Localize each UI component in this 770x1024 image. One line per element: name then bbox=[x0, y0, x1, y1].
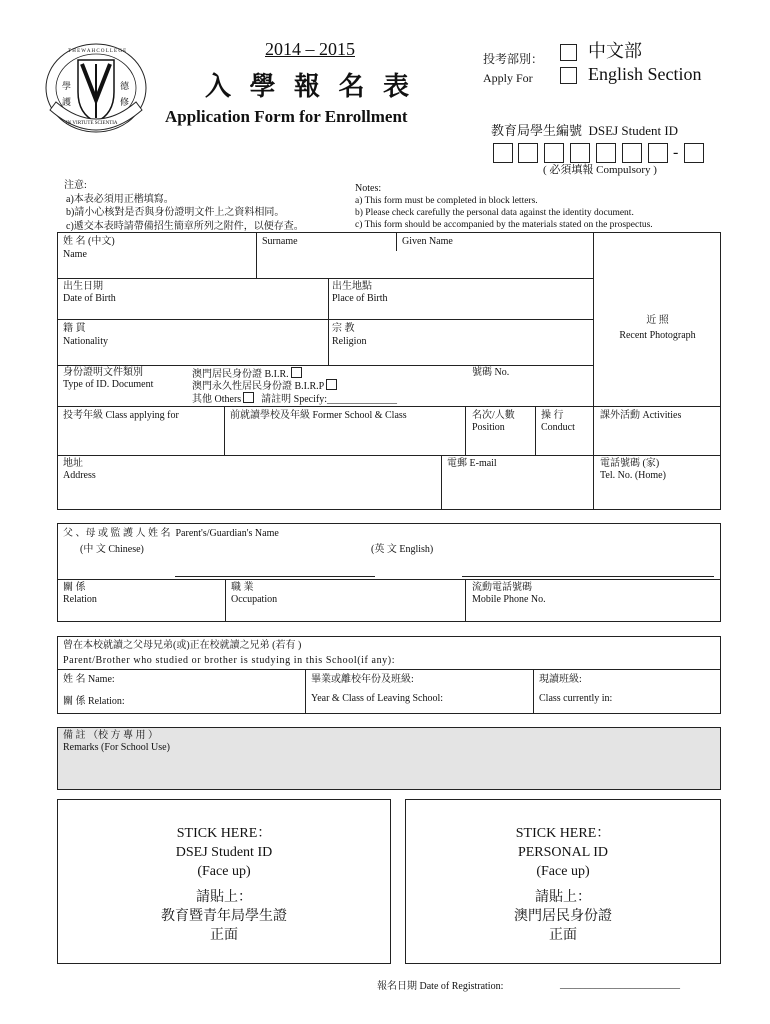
registration-date-line[interactable]: ________________________ bbox=[560, 979, 680, 990]
mobile-label-zh: 流動電話號碼 bbox=[472, 582, 532, 593]
notes-en-title: Notes: bbox=[355, 183, 382, 194]
dsej-id-digit-7[interactable] bbox=[648, 143, 668, 163]
dsej-id-label-en: DSEJ Student ID bbox=[588, 123, 679, 138]
activities-label: 課外活動 Activities bbox=[600, 410, 682, 421]
religion-label-en: Religion bbox=[332, 336, 367, 347]
remarks-title-zh: 備 註 （校 方 專 用 ） bbox=[63, 730, 158, 741]
religion-label-zh: 宗 教 bbox=[332, 323, 355, 334]
surname-label: Surname bbox=[262, 236, 298, 247]
notes-zh-b: b)請小心核對是否與身份證明文件上之資料相同。 bbox=[66, 207, 285, 218]
photo-label-en: Recent Photograph bbox=[619, 330, 696, 341]
id-number-label: 號碼 No. bbox=[472, 367, 510, 378]
english-section-checkbox[interactable] bbox=[560, 67, 577, 84]
notes-zh-c: c)遞交本表時請帶備招生簡章所列之附件，以便存查。 bbox=[66, 221, 304, 232]
relation-label-zh: 關 係 bbox=[63, 582, 86, 593]
crest-top-text: T H E W A H C O L L E G E bbox=[68, 49, 127, 54]
remarks-title-en: Remarks (For School Use) bbox=[63, 742, 170, 753]
dsej-id-digit-5[interactable] bbox=[596, 143, 616, 163]
stick-right-l1: STICK HERE： bbox=[515, 826, 611, 841]
notes-en-b: b) Please check carefully the personal data against the identity document. bbox=[355, 208, 634, 218]
parent-title-en: Parent's/Guardian's Name bbox=[175, 528, 279, 539]
stick-right-l4: 請貼上： bbox=[535, 890, 591, 905]
occupation-label-zh: 職 業 bbox=[231, 582, 254, 593]
dsej-id-digit-2[interactable] bbox=[518, 143, 538, 163]
id-others-checkbox[interactable] bbox=[243, 392, 254, 403]
crest-char-4: 修 bbox=[120, 97, 130, 107]
sibling-name-label: 姓 名 Name: bbox=[63, 674, 115, 685]
sibling-leaving-en: Year & Class of Leaving School: bbox=[311, 693, 444, 704]
conduct-label-zh: 操 行 bbox=[541, 410, 564, 421]
occupation-label-en: Occupation bbox=[231, 594, 278, 605]
sibling-current-en: Class currently in: bbox=[539, 693, 613, 704]
form-year: 2014 – 2015 bbox=[265, 39, 355, 59]
nationality-label-en: Nationality bbox=[63, 336, 108, 347]
id-bir-checkbox[interactable] bbox=[291, 367, 302, 378]
former-school-label: 前就讀學校及年級 Former School & Class bbox=[230, 410, 407, 421]
form-title-zh: 入 學 報 名 表 bbox=[204, 72, 415, 101]
id-type-label-en: Type of ID. Document bbox=[63, 379, 154, 390]
pob-label-zh: 出生地點 bbox=[332, 281, 372, 292]
parent-title-zh: 父 、母 或 監 護 人 姓 名 bbox=[63, 528, 171, 539]
stick-left-l4: 請貼上： bbox=[196, 890, 252, 905]
sibling-title-zh: 曾在本校就讀之父母兄弟(或)正在校就讀之兄弟 (若有 ) bbox=[63, 640, 302, 651]
name-label-en: Name bbox=[63, 249, 87, 260]
class-applying-label: 投考年級 Class applying for bbox=[63, 410, 179, 421]
crest-char-1: 學 bbox=[62, 81, 72, 91]
tel-label-zh: 電話號碼 (家) bbox=[600, 458, 660, 469]
crest-motto: IN VIRTUTE SCIENTIA bbox=[66, 121, 118, 126]
dsej-id-label-zh: 教育局學生編號 bbox=[491, 123, 583, 138]
address-label-zh: 地址 bbox=[63, 458, 83, 469]
registration-date-label: 報名日期 Date of Registration: bbox=[377, 981, 504, 992]
position-label-zh: 名次/人數 bbox=[472, 410, 515, 421]
stick-left-l3: (Face up) bbox=[197, 864, 251, 879]
id-birp-option bbox=[192, 379, 339, 393]
dob-label-zh: 出生日期 bbox=[63, 281, 103, 292]
english-section-label: English Section bbox=[588, 64, 702, 84]
sibling-current-zh: 現讀班級: bbox=[539, 674, 582, 685]
id-others-label: 其他 Others bbox=[192, 394, 242, 405]
notes-en-a: a) This form must be completed in block letters. bbox=[355, 196, 538, 206]
parent-chinese-label: (中 文 Chinese) bbox=[80, 544, 144, 555]
crest-char-3: 護 bbox=[62, 97, 72, 107]
dsej-id-digit-4[interactable] bbox=[570, 143, 590, 163]
crest-char-2: 德 bbox=[120, 81, 130, 91]
pob-label-en: Place of Birth bbox=[332, 293, 388, 304]
apply-label-en: Apply For bbox=[483, 71, 533, 85]
notes-zh-a: a)本表必須用正楷填寫。 bbox=[66, 194, 174, 205]
stick-right-l2: PERSONAL ID bbox=[517, 845, 609, 860]
id-birp-checkbox[interactable] bbox=[326, 379, 337, 390]
sibling-relation-label: 關 係 Relation: bbox=[63, 696, 125, 707]
stick-left-l5: 教育暨青年局學生證 bbox=[161, 909, 287, 924]
dsej-id-digit-6[interactable] bbox=[622, 143, 642, 163]
address-label-en: Address bbox=[63, 470, 96, 481]
apply-label-zh: 投考部別： bbox=[483, 52, 544, 66]
parent-title bbox=[63, 528, 279, 540]
stick-right-l6: 正面 bbox=[549, 928, 577, 943]
id-type-label-zh: 身份證明文件類別 bbox=[63, 367, 143, 378]
parent-chinese-name-line[interactable] bbox=[175, 576, 375, 577]
id-others-option bbox=[192, 392, 397, 406]
nationality-label-zh: 籍 貫 bbox=[63, 323, 86, 334]
stick-right-l5: 澳門居民身份證 bbox=[514, 909, 612, 924]
given-name-label: Given Name bbox=[402, 236, 453, 247]
dsej-id-digit-3[interactable] bbox=[544, 143, 564, 163]
dsej-id-dash: - bbox=[673, 144, 679, 161]
notes-en-c: c) This form should be accompanied by the materials stated on the prospectus. bbox=[355, 220, 653, 230]
dsej-id-check-digit[interactable] bbox=[684, 143, 704, 163]
stick-left-l6: 正面 bbox=[210, 928, 238, 943]
tel-label-en: Tel. No. (Home) bbox=[600, 470, 666, 481]
school-crest bbox=[44, 40, 148, 136]
email-label: 電郵 E-mail bbox=[447, 458, 497, 469]
name-label-zh: 姓 名 (中文) bbox=[63, 236, 115, 247]
photo-label-zh: 近 照 bbox=[646, 315, 669, 326]
parent-english-label: (英 文 English) bbox=[371, 544, 434, 555]
stick-left-l1: STICK HERE： bbox=[176, 826, 272, 841]
position-label-en: Position bbox=[472, 422, 505, 433]
dsej-id-digit-1[interactable] bbox=[493, 143, 513, 163]
id-bir-label: 澳門居民身份證 B.I.R. bbox=[192, 369, 289, 380]
dsej-id-label bbox=[491, 124, 678, 138]
mobile-label-en: Mobile Phone No. bbox=[472, 594, 546, 605]
chinese-section-checkbox[interactable] bbox=[560, 44, 577, 61]
sibling-title-en: Parent/Brother who studied or brother is studying in this School(if any): bbox=[63, 655, 396, 666]
parent-english-name-line[interactable] bbox=[462, 576, 714, 577]
dob-label-en: Date of Birth bbox=[63, 293, 116, 304]
relation-label-en: Relation bbox=[63, 594, 97, 605]
id-specify-label: 請註明 Specify:______________ bbox=[261, 394, 397, 405]
sibling-leaving-zh: 畢業或離校年份及班級: bbox=[311, 674, 414, 685]
notes-zh-title: 注意: bbox=[64, 180, 87, 191]
form-title-en: Application Form for Enrollment bbox=[165, 107, 408, 126]
stick-left-l2: DSEJ Student ID bbox=[175, 845, 273, 860]
conduct-label-en: Conduct bbox=[541, 422, 575, 433]
stick-right-l3: (Face up) bbox=[536, 864, 590, 879]
compulsory-note: ( 必須填報 Compulsory ) bbox=[543, 164, 657, 176]
chinese-section-label: 中文部 bbox=[588, 41, 642, 61]
id-birp-label: 澳門永久性居民身份證 B.I.R.P bbox=[192, 381, 325, 392]
